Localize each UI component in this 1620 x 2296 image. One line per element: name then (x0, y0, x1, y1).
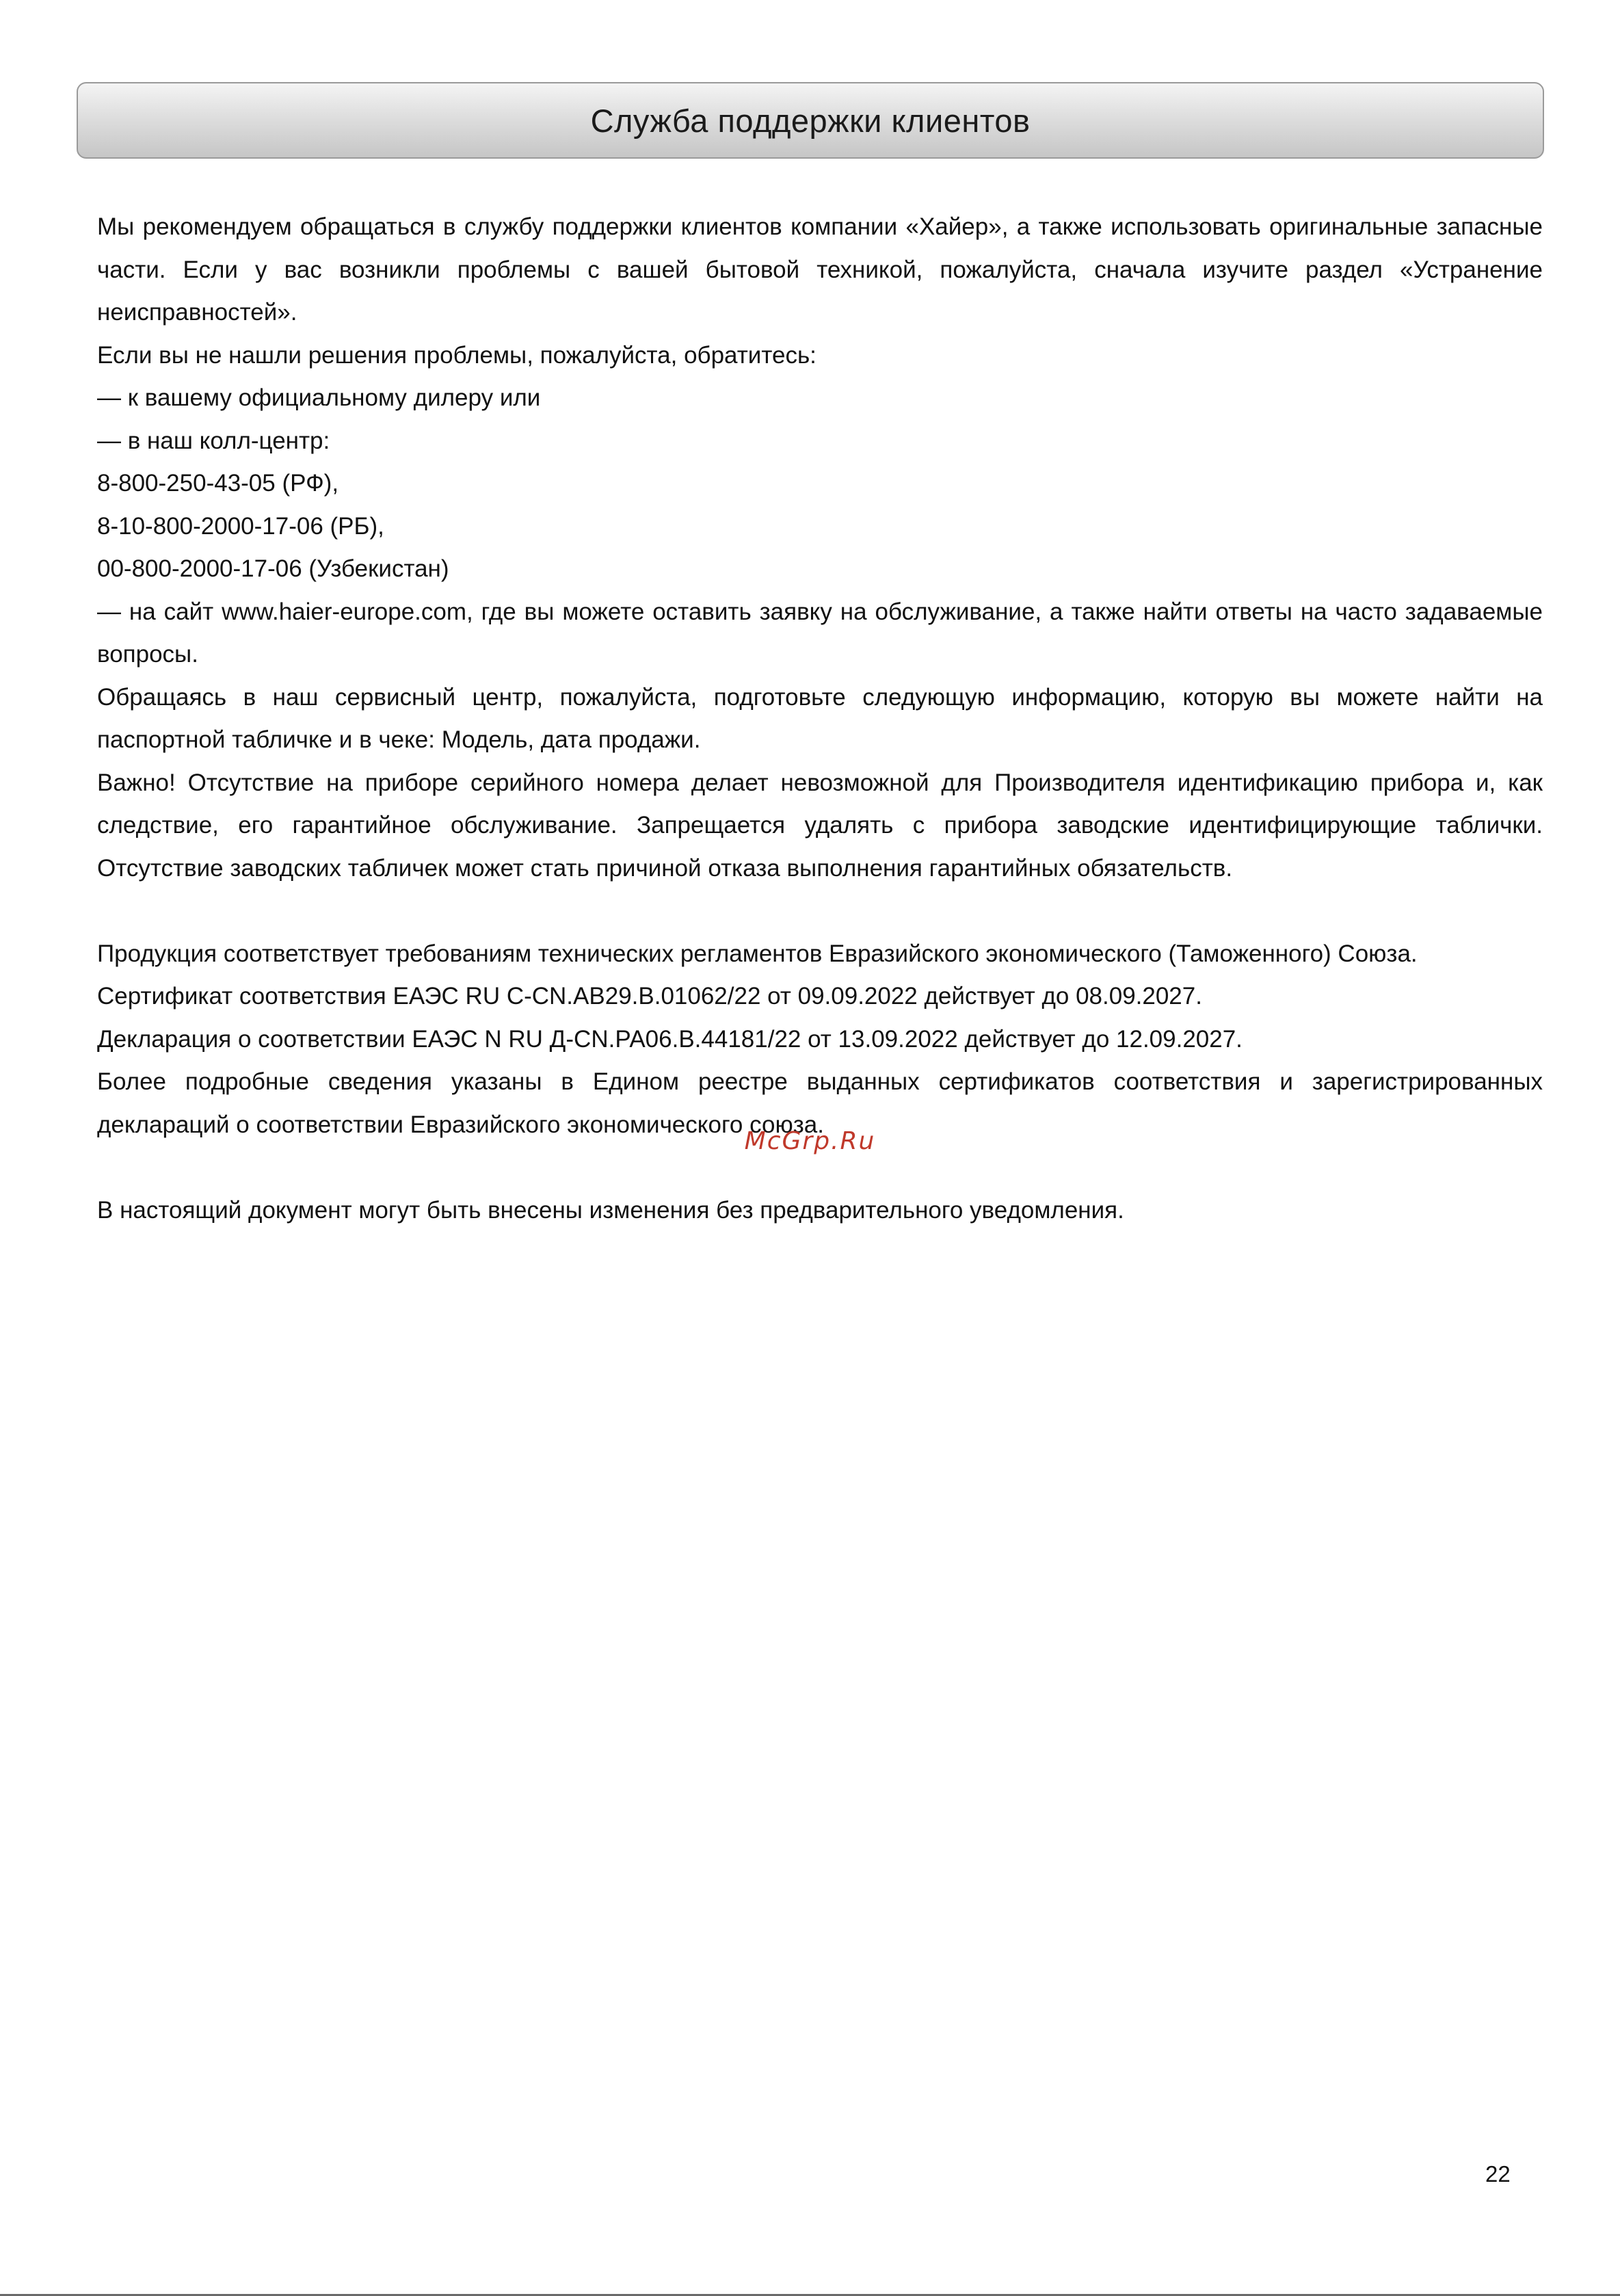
registry-paragraph: Более подробные сведения указаны в Едином реестре выданных сертификатов соответствия и зарегистрированных деклараций о соответствии Евразийского экономического союза. (97, 1068, 1543, 1138)
dealer-option: — к вашему официальному дилеру или (97, 384, 541, 411)
spacer (97, 890, 1543, 933)
page-number: 22 (1485, 2161, 1511, 2187)
call-center-option: — в наш колл-центр: (97, 427, 330, 454)
document-body (97, 206, 1543, 1232)
phone-uzbekistan: 00-800-2000-17-06 (Узбекистан) (97, 555, 449, 582)
service-info-paragraph: Обращаясь в наш сервисный центр, пожалуйста, подготовьте следующую информацию, которую вы можете найти на паспортной табличке и в чеке: Модель, дата продажи. (97, 683, 1543, 753)
phone-russia: 8-800-250-43-05 (РФ), (97, 470, 339, 497)
watermark: McGrp.Ru (744, 1127, 876, 1155)
changes-notice: В настоящий документ могут быть внесены изменения без предварительного уведомления. (97, 1196, 1124, 1224)
page-title: Служба поддержки клиентов (590, 102, 1031, 139)
compliance-statement: Продукция соответствует требованиям технических регламентов Евразийского экономического (Таможенного) Союза. (97, 940, 1418, 967)
website-option: — на сайт www.haier-europe.com, где вы можете оставить заявку на обслуживание, а также найти ответы на часто задаваемые вопросы. (97, 598, 1543, 668)
declaration-line: Декларация о соответствии ЕАЭС N RU Д-CN.РА06.В.44181/22 от 13.09.2022 действует до 12.09.2027. (97, 1025, 1243, 1053)
contact-intro: Если вы не нашли решения проблемы, пожалуйста, обратитесь: (97, 341, 816, 369)
important-notice: Важно! Отсутствие на приборе серийного номера делает невозможной для Производителя идентификацию прибора и, как следствие, его гарантийное обслуживание. Запрещается удалять с прибора заводские идентифицирующие таблички. Отсутствие заводских табличек может стать причиной отказа выполнения гарантийных обязательств. (97, 769, 1543, 882)
certificate-line: Сертификат соответствия ЕАЭС RU C-CN.АВ29.В.01062/22 от 09.09.2022 действует до 08.09.2027. (97, 983, 1202, 1010)
phone-belarus: 8-10-800-2000-17-06 (РБ), (97, 512, 384, 540)
section-header (77, 82, 1544, 159)
intro-paragraph: Мы рекомендуем обращаться в службу поддержки клиентов компании «Хайер», а также использовать оригинальные запасные части. Если у вас возникли проблемы с вашей бытовой техникой, пожалуйста, сначала изучите раздел «Устранение неисправностей». (97, 213, 1543, 326)
